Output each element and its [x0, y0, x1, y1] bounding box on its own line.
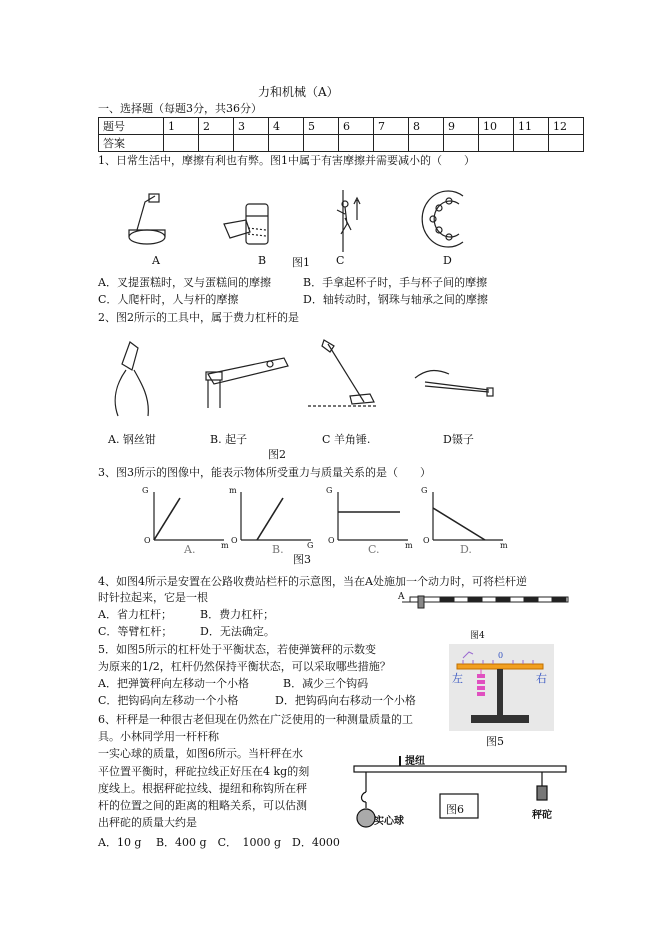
graph-c-origin: O	[328, 536, 335, 545]
graph-c-x-label: m	[405, 541, 413, 550]
fig1-label-c: C	[336, 254, 345, 267]
answer-cell[interactable]	[164, 135, 199, 152]
question-5-line2: 为原来的1/2，杠杆仍然保持平衡状态，可以采取哪些措施？	[98, 660, 391, 673]
answer-cell[interactable]	[514, 135, 549, 152]
fig1-bearing-image	[423, 188, 479, 250]
graph-d-option: D.	[460, 543, 472, 556]
q4-option-a: A．省力杠杆；	[98, 608, 172, 621]
q5-option-a: A．把弹簧秤向左移动一个小格	[98, 677, 249, 690]
graph-d-origin: O	[423, 536, 430, 545]
q1-option-c: C．人爬杆时，人与杆的摩擦	[98, 293, 239, 306]
fig2-label-d: D镊子	[443, 433, 474, 446]
table-cell: 11	[514, 118, 549, 135]
fig1-pole-climber-image	[333, 190, 363, 252]
question-5-line1: 5．如图5所示的杠杆处于平衡状态，若使弹簧秤的示数变	[98, 643, 376, 656]
graph-d-x-label: m	[500, 541, 508, 550]
table-cell: 7	[374, 118, 409, 135]
fig5-right-label: 右	[536, 672, 547, 685]
question-6-line7: 出秤砣的质量大约是	[98, 816, 197, 829]
answer-cell[interactable]	[409, 135, 444, 152]
table-cell: 9	[444, 118, 479, 135]
q5-option-c: C．把钩码向左移动一个小格	[98, 694, 239, 707]
table-cell: 1	[164, 118, 199, 135]
table-cell: 5	[304, 118, 339, 135]
fig2-bottle-opener-image	[200, 352, 290, 410]
answer-cell[interactable]	[199, 135, 234, 152]
fig4-barrier-image	[400, 592, 570, 612]
fig5-zero-mark: 0	[498, 651, 504, 660]
fig2-label-c: C 羊角锤.	[322, 433, 371, 446]
fig1-caption: 图1	[292, 256, 310, 269]
fig1-label-a: A	[152, 254, 160, 267]
question-6-line4: 平位置平衡时，秤砣拉线正好压在4 kg的刻	[98, 765, 310, 778]
table-cell: 题号	[99, 118, 164, 135]
fig2-pliers-image	[108, 340, 158, 418]
graph-d-y-label: G	[421, 486, 428, 495]
table-row	[99, 118, 584, 135]
table-cell: 答案	[99, 135, 164, 152]
graph-c-option: C.	[368, 543, 380, 556]
table-cell: 8	[409, 118, 444, 135]
answer-cell[interactable]	[234, 135, 269, 152]
table-cell: 3	[234, 118, 269, 135]
graph-a-x-label: m	[221, 541, 229, 550]
q1-option-d: D．轴转动时，钢珠与轴承之间的摩擦	[303, 293, 488, 306]
q1-option-b: B．手拿起杯子时，手与杯子间的摩擦	[303, 276, 488, 289]
question-6-line6: 杆的位置之间的距离的粗略关系，可以估测	[98, 799, 307, 812]
q4-option-c: C．等臂杠杆；	[98, 625, 173, 638]
fig2-claw-hammer-image	[308, 336, 378, 412]
question-6-line3: 一实心球的质量，如图6所示。当杆秤在水	[98, 747, 303, 760]
fig3-graph-a	[146, 488, 226, 550]
fig6-weight-label: 秤砣	[532, 810, 552, 821]
section-heading: 一、选择题（每题3分，共36分）	[98, 102, 262, 115]
graph-b-y-label: m	[229, 486, 237, 495]
fig4-caption: 图4	[470, 631, 485, 641]
table-row	[99, 135, 584, 152]
fig2-tweezers-image	[405, 360, 497, 400]
question-6-line2: 具。小林同学用一杆杆称	[98, 730, 219, 743]
q6-options: A．10 g B．400 g C． 1000 g D．4000	[98, 836, 340, 849]
answer-cell[interactable]	[304, 135, 339, 152]
fig2-label-b: B. 起子	[210, 433, 248, 446]
fig3-caption: 图3	[293, 553, 311, 566]
question-6-line5: 度线上。根据秤砣拉线、提纽和称钩所在秤	[98, 782, 307, 795]
fig5-left-label: 左	[452, 672, 463, 685]
graph-c-y-label: G	[326, 486, 333, 495]
question-4-line2: 时针拉起来，它是一根	[98, 591, 208, 604]
table-cell: 4	[269, 118, 304, 135]
answer-table	[98, 117, 584, 152]
question-1-stem: 1、日常生活中，摩擦有利也有弊。图1中属于有害摩擦并需要减小的（ ）	[98, 154, 475, 167]
fig2-caption: 图2	[268, 448, 286, 461]
graph-b-x-label: G	[307, 541, 314, 550]
table-cell: 2	[199, 118, 234, 135]
fig1-label-b: B	[258, 254, 267, 267]
q4-option-d: D．无法确定。	[200, 625, 275, 638]
fig6-ball-label: 实心球	[374, 816, 404, 827]
table-cell: 6	[339, 118, 374, 135]
q5-option-b: B．减少三个钩码	[283, 677, 369, 690]
table-cell: 12	[549, 118, 584, 135]
fig3-graph-b	[233, 488, 313, 550]
answer-cell[interactable]	[549, 135, 584, 152]
fig2-label-a: A. 钢丝钳	[108, 433, 156, 446]
graph-b-origin: O	[231, 536, 238, 545]
table-cell: 10	[479, 118, 514, 135]
fig3-graph-c	[330, 488, 410, 550]
question-6-line1: 6、杆秤是一种很古老但现在仍然在广泛使用的一种测量质量的工	[98, 713, 413, 726]
question-4-line1: 4、如图4所示是安置在公路收费站栏杆的示意图，当在A处施加一个动力时，可将栏杆逆	[98, 575, 527, 588]
answer-cell[interactable]	[479, 135, 514, 152]
q1-option-a: A．叉提蛋糕时，叉与蛋糕间的摩擦	[98, 276, 271, 289]
graph-a-option: A.	[184, 543, 196, 556]
answer-cell[interactable]	[269, 135, 304, 152]
graph-b-option: B.	[272, 543, 284, 556]
fig1-cup-hand-image	[222, 198, 282, 253]
fig1-cake-fork-image	[125, 192, 170, 252]
fig6-knob-label: 提纽	[405, 756, 425, 767]
page-title: 力和机械（A）	[258, 85, 339, 99]
fig1-label-d: D	[443, 254, 452, 267]
answer-cell[interactable]	[444, 135, 479, 152]
q5-option-d: D．把钩码向右移动一个小格	[275, 694, 416, 707]
graph-a-y-label: G	[142, 486, 149, 495]
question-3-stem: 3、图3所示的图像中，能表示物体所受重力与质量关系的是（ ）	[98, 466, 431, 479]
answer-cell[interactable]	[339, 135, 374, 152]
fig5-caption: 图5	[486, 735, 504, 748]
answer-cell[interactable]	[374, 135, 409, 152]
graph-a-origin: O	[144, 536, 151, 545]
question-2-stem: 2、图2所示的工具中，属于费力杠杆的是	[98, 311, 299, 324]
fig4-label-a: A	[398, 592, 405, 602]
fig6-caption: 图6	[446, 803, 464, 816]
q4-option-b: B．费力杠杆；	[200, 608, 275, 621]
fig3-graph-d	[425, 488, 505, 550]
